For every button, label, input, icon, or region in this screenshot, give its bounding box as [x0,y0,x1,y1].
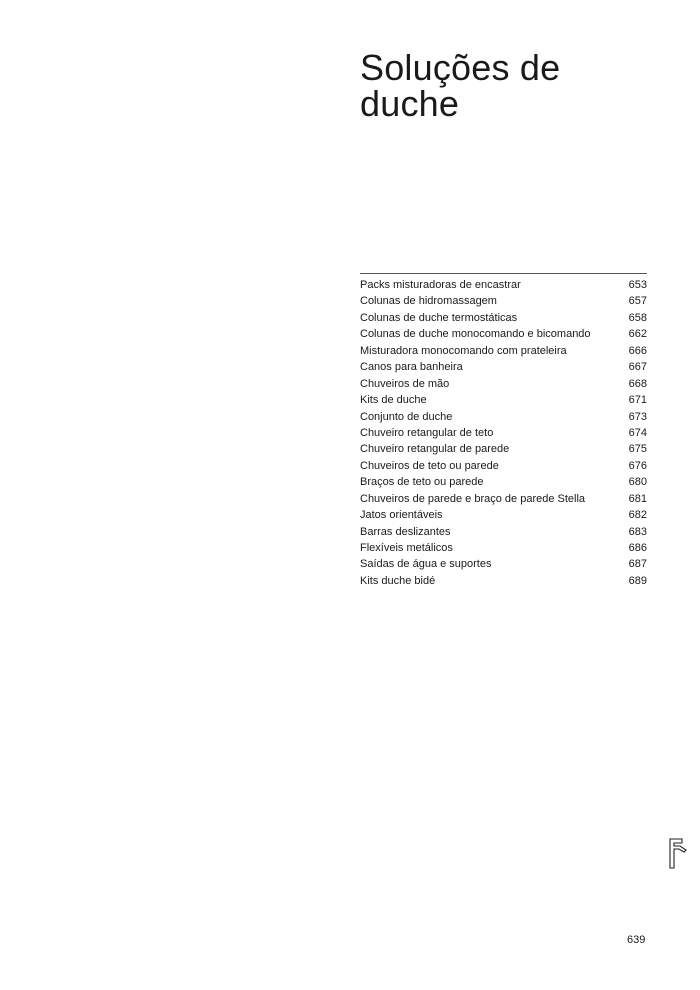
toc-label: Misturadora monocomando com prateleira [360,344,567,357]
toc-label: Colunas de duche termostáticas [360,311,518,324]
title-line-2: duche [360,83,460,124]
toc-page: 667 [628,361,647,374]
toc-page: 682 [628,509,647,522]
toc-label: Kits de duche [360,394,427,407]
page-title [360,47,561,124]
toc-page: 666 [628,344,647,357]
page-number: 639 [627,934,646,946]
toc-entry[interactable] [360,458,647,474]
toc-entry[interactable] [360,540,647,556]
toc-label: Flexíveis metálicos [360,542,453,554]
toc-entry[interactable] [360,474,647,490]
toc-entry[interactable] [360,359,647,375]
toc-page: 686 [628,542,647,554]
toc-page: 687 [628,558,647,571]
toc-entry[interactable] [360,425,647,441]
toc-entry[interactable] [360,573,647,589]
toc-label: Saídas de água e suportes [360,558,492,571]
toc-label: Colunas de hidromassagem [360,295,497,308]
toc-page: 657 [628,295,647,308]
title-line-1: Soluções de [360,47,561,88]
toc-label: Jatos orientáveis [360,509,443,522]
toc-entry[interactable] [360,524,647,540]
toc-entry[interactable] [360,343,647,359]
toc-page: 658 [628,311,647,324]
toc-label: Braços de teto ou parede [360,476,484,489]
toc-page: 675 [628,443,647,456]
divider [360,273,647,274]
toc-entry[interactable] [360,376,647,392]
toc-label: Chuveiros de parede e braço de parede Stella [360,492,586,505]
toc-label: Barras deslizantes [360,525,451,538]
toc-entry[interactable] [360,409,647,425]
toc-label: Kits duche bidé [360,574,436,587]
toc-entry[interactable] [360,491,647,507]
toc-label: Chuveiro retangular de teto [360,426,494,439]
toc-entry[interactable] [360,277,647,293]
toc-entry[interactable] [360,556,647,572]
toc-page: 689 [628,574,647,587]
toc-label: Packs misturadoras de encastrar [360,279,521,291]
toc-page: 676 [628,459,647,472]
toc-label: Chuveiros de mão [360,377,450,390]
toc-page: 653 [628,279,647,291]
toc-page: 671 [628,394,647,407]
toc-label: Chuveiros de teto ou parede [360,459,499,472]
toc-page: 674 [628,426,647,439]
toc-entry[interactable] [360,310,647,326]
toc-page: 662 [628,328,647,341]
toc-label: Canos para banheira [360,361,463,374]
toc-entry[interactable] [360,293,647,309]
toc-entry[interactable] [360,441,647,457]
toc-page: 668 [628,377,647,390]
toc-page: 681 [628,492,647,505]
toc-entry[interactable] [360,507,647,523]
toc-entry[interactable] [360,326,647,342]
table-of-contents [360,277,647,589]
toc-label: Colunas de duche monocomando e bicomando [360,328,591,341]
toc-label: Chuveiro retangular de parede [360,443,510,456]
toc-label: Conjunto de duche [360,410,453,423]
toc-entry[interactable] [360,392,647,408]
faucet-icon [668,838,692,870]
toc-page: 680 [628,476,647,489]
toc-page: 683 [628,525,647,538]
toc-page: 673 [628,410,647,423]
